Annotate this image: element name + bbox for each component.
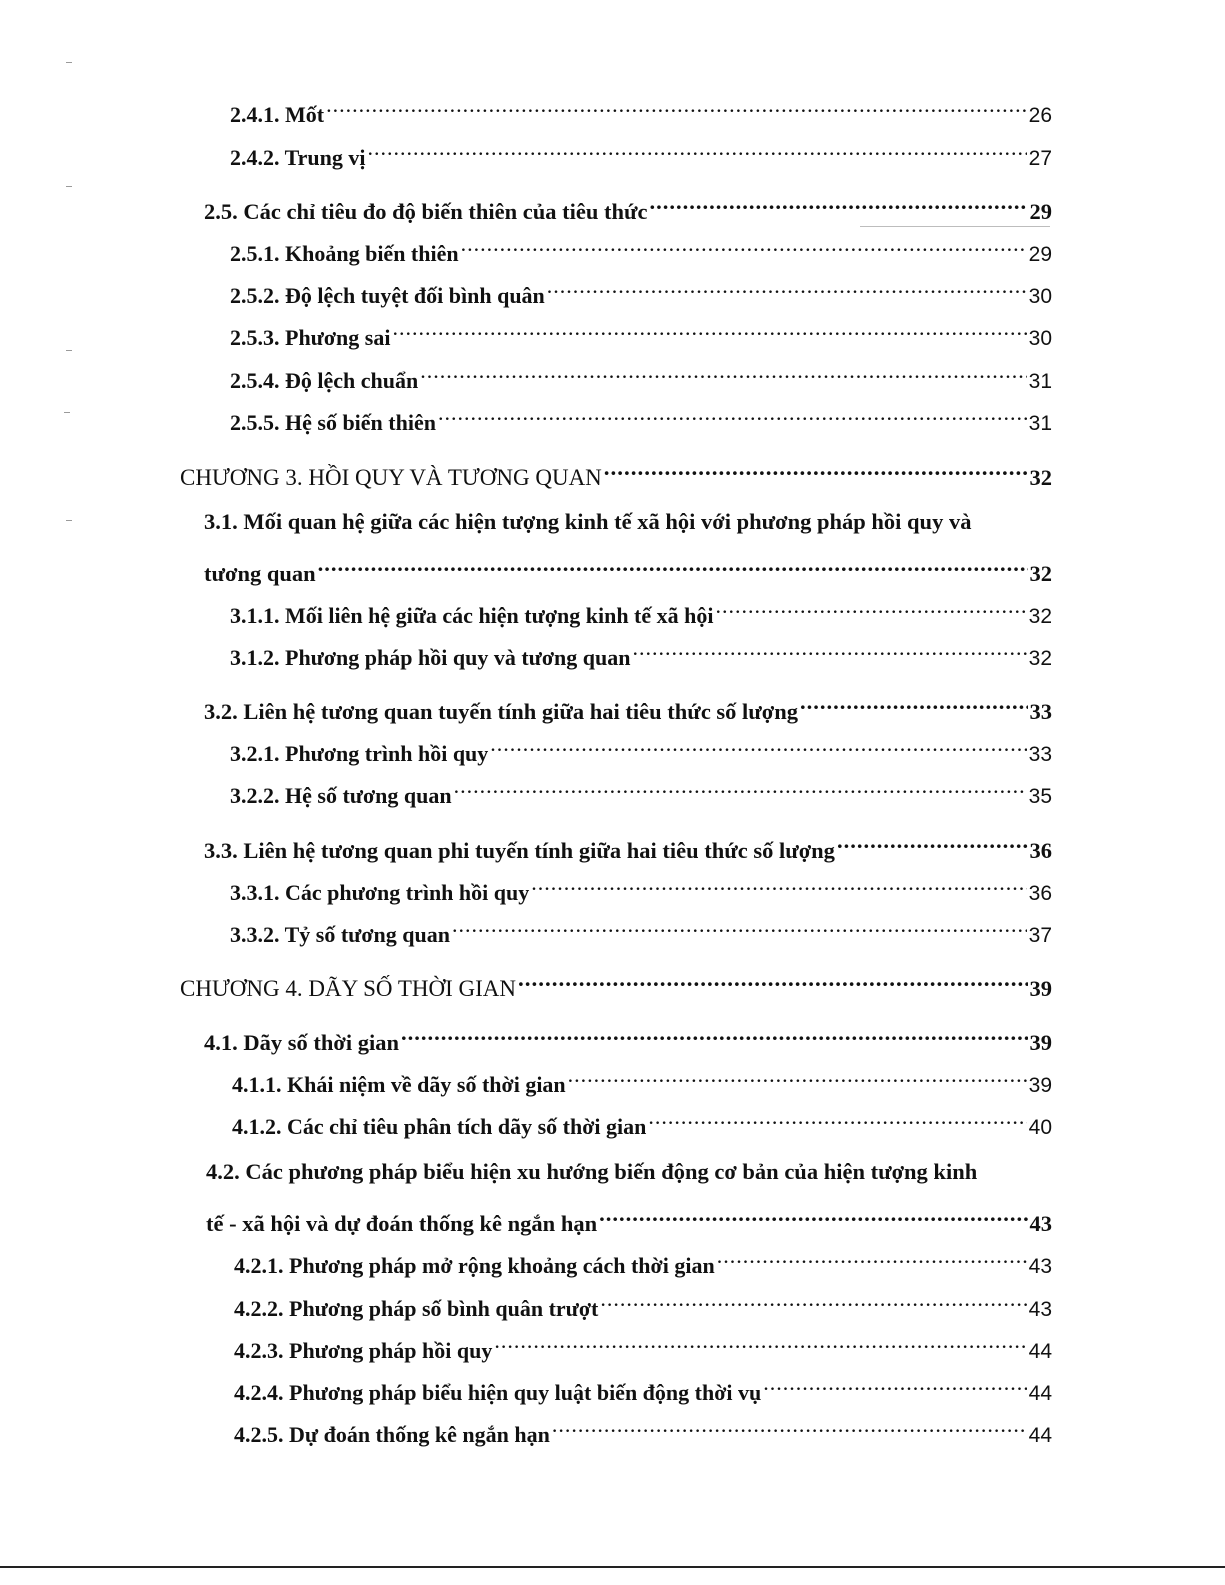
- toc-entry-title: CHƯƠNG 3. HỒI QUY VÀ TƯƠNG QUAN: [180, 465, 602, 490]
- toc-page-number: 29: [1028, 243, 1052, 266]
- toc-page-number: 43: [1029, 1211, 1052, 1236]
- toc-page-number: 44: [1028, 1340, 1052, 1363]
- toc-entry-title: 2.5.3. Phương sai: [230, 325, 391, 350]
- toc-entry-title: 4.1.1. Khái niệm về dãy số thời gian: [232, 1072, 566, 1097]
- toc-page-number: 35: [1028, 785, 1052, 808]
- toc-page-number: 43: [1028, 1298, 1052, 1321]
- toc-dot-leader: [717, 1239, 1027, 1273]
- toc-page-number: 39: [1029, 1030, 1052, 1055]
- toc-entry-title: 4.1.2. Các chỉ tiêu phân tích dãy số thời gian: [232, 1114, 647, 1139]
- toc-entry-2-5[interactable]: [204, 185, 1052, 224]
- toc-dot-leader: [552, 1408, 1027, 1442]
- toc-entry-3-2[interactable]: [204, 685, 1052, 724]
- scan-mark: [66, 520, 72, 521]
- toc-page-number: 43: [1028, 1255, 1052, 1278]
- toc-entry-4-2-4[interactable]: [234, 1366, 1052, 1405]
- toc-page-number: 37: [1028, 924, 1052, 947]
- toc-dot-leader: [490, 727, 1026, 761]
- toc-dot-leader: [599, 1197, 1027, 1231]
- toc-entry-2-5-1[interactable]: [230, 227, 1052, 266]
- toc-entry-title: 3.1.1. Mối liên hệ giữa các hiện tượng kinh tế xã hội: [230, 603, 714, 628]
- toc-dot-leader: [518, 962, 1027, 996]
- toc-entry-title: 2.5. Các chỉ tiêu đo độ biến thiên của tiêu thức: [204, 199, 648, 224]
- toc-entry-title: 4.1. Dãy số thời gian: [204, 1030, 399, 1055]
- toc-dot-leader: [837, 824, 1028, 858]
- toc-dot-leader: [318, 547, 1028, 581]
- toc-entry-title: 4.2.5. Dự đoán thống kê ngắn hạn: [234, 1422, 550, 1447]
- toc-entry-title: tế - xã hội và dự đoán thống kê ngắn hạn: [206, 1211, 598, 1236]
- toc-dot-leader: [452, 908, 1027, 942]
- toc-dot-leader: [368, 131, 1027, 165]
- toc-dot-leader: [531, 866, 1026, 900]
- toc-entry-4-2-line1[interactable]: 4.2. Các phương pháp biểu hiện xu hướng biến động cơ bản của hiện tượng kinh: [206, 1159, 978, 1184]
- toc-entry-title: 2.5.2. Độ lệch tuyệt đối bình quân: [230, 283, 545, 308]
- toc-dot-leader: [461, 227, 1027, 261]
- toc-entry-3-3-2[interactable]: [230, 908, 1052, 947]
- toc-entry-title: 4.2.1. Phương pháp mở rộng khoảng cách thời gian: [234, 1253, 715, 1278]
- toc-entry-title: 3.1.2. Phương pháp hồi quy và tương quan: [230, 645, 631, 670]
- toc-dot-leader: [401, 1016, 1028, 1050]
- toc-dot-leader: [420, 354, 1026, 388]
- toc-dot-leader: [604, 451, 1028, 485]
- toc-entry-2-5-2[interactable]: [230, 269, 1052, 308]
- toc-page-number: 26: [1028, 104, 1052, 127]
- toc-entry-3-3[interactable]: [204, 824, 1052, 863]
- toc-entry-4-2-3[interactable]: [234, 1324, 1052, 1363]
- toc-page-number: 30: [1028, 327, 1052, 350]
- toc-entry-2-5-5[interactable]: [230, 396, 1052, 435]
- toc-page-number: 27: [1028, 147, 1052, 170]
- toc-entry-4-2[interactable]: [206, 1197, 1052, 1236]
- toc-page-number: 36: [1029, 838, 1052, 863]
- toc-page-number: 33: [1029, 699, 1052, 724]
- toc-dot-leader: [392, 311, 1026, 345]
- scan-mark: [66, 186, 72, 187]
- toc-entry-title: 2.5.4. Độ lệch chuẩn: [230, 368, 419, 393]
- toc-entry-3-2-2[interactable]: [230, 769, 1052, 808]
- toc-page-number: 39: [1029, 976, 1052, 1001]
- toc-entry-title: 2.4.2. Trung vị: [230, 145, 366, 170]
- toc-page-number: 31: [1028, 370, 1052, 393]
- toc-dot-leader: [547, 269, 1027, 303]
- toc-dot-leader: [800, 685, 1027, 719]
- toc-dot-leader: [600, 1282, 1026, 1316]
- toc-entry-title: 4.2.2. Phương pháp số bình quân trượt: [234, 1296, 599, 1321]
- scan-mark: [64, 412, 70, 413]
- toc-entry-title: 3.2.2. Hệ số tương quan: [230, 783, 452, 808]
- toc-entry-3-1[interactable]: [204, 547, 1052, 586]
- toc-entry-2-5-4[interactable]: [230, 354, 1052, 393]
- toc-page-number: 32: [1028, 647, 1052, 670]
- toc-dot-leader: [454, 769, 1027, 803]
- toc-entry-2-4-2[interactable]: [230, 131, 1052, 170]
- toc-entry-title: 2.5.1. Khoảng biến thiên: [230, 241, 459, 266]
- toc-entry-title: 3.3. Liên hệ tương quan phi tuyến tính giữa hai tiêu thức số lượng: [204, 838, 835, 863]
- toc-dot-leader: [326, 88, 1027, 122]
- toc-entry-title: 3.2. Liên hệ tương quan tuyến tính giữa hai tiêu thức số lượng: [204, 699, 799, 724]
- scan-bottom-edge: [0, 1566, 1225, 1568]
- toc-page-number: 44: [1028, 1424, 1052, 1447]
- scan-mark: [66, 350, 72, 351]
- toc-entry-3-2-1[interactable]: [230, 727, 1052, 766]
- toc-page-number: 44: [1028, 1382, 1052, 1405]
- toc-page-number: 29: [1029, 199, 1052, 224]
- toc-entry-4-1-1[interactable]: [232, 1058, 1052, 1097]
- toc-entry-4-1[interactable]: [204, 1016, 1052, 1055]
- toc-page-number: 30: [1028, 285, 1052, 308]
- toc-entry-title: 3.3.2. Tỷ số tương quan: [230, 922, 450, 947]
- toc-dot-leader: [568, 1058, 1027, 1092]
- toc-entry-title: 3.2.1. Phương trình hồi quy: [230, 741, 489, 766]
- toc-entry-2-4-1[interactable]: [230, 88, 1052, 127]
- toc-dot-leader: [716, 589, 1027, 623]
- toc-entry-3-3-1[interactable]: [230, 866, 1052, 905]
- toc-page-number: 32: [1029, 465, 1052, 490]
- toc-page-number: 31: [1028, 412, 1052, 435]
- toc-entry-title: 4.2.3. Phương pháp hồi quy: [234, 1338, 493, 1363]
- toc-dot-leader: [650, 185, 1028, 219]
- toc-entry-title: 2.4.1. Mốt: [230, 102, 325, 127]
- toc-entry-title: 2.5.5. Hệ số biến thiên: [230, 410, 436, 435]
- toc-page-number: 33: [1028, 743, 1052, 766]
- toc-entry-4-2-1[interactable]: [234, 1239, 1052, 1278]
- toc-entry-3-1-1[interactable]: [230, 589, 1052, 628]
- toc-page-number: 39: [1028, 1074, 1052, 1097]
- toc-entry-4-1-2[interactable]: [232, 1100, 1052, 1139]
- toc-page-number: 32: [1029, 561, 1052, 586]
- toc-entry-4-2-5[interactable]: [234, 1408, 1052, 1447]
- toc-entry-title: CHƯƠNG 4. DÃY SỐ THỜI GIAN: [180, 976, 517, 1001]
- toc-dot-leader: [632, 631, 1026, 665]
- toc-entry-3-1-line1[interactable]: 3.1. Mối quan hệ giữa các hiện tượng kinh tế xã hội với phương pháp hồi quy và: [204, 509, 972, 534]
- toc-entry-title: 4.2.4. Phương pháp biểu hiện quy luật biến động thời vụ: [234, 1380, 762, 1405]
- scan-mark: [66, 62, 72, 63]
- toc-page-number: 36: [1028, 882, 1052, 905]
- toc-chapter-3[interactable]: [180, 451, 1052, 490]
- toc-entry-2-5-3[interactable]: [230, 311, 1052, 350]
- toc-page-number: 32: [1028, 605, 1052, 628]
- toc-entry-4-2-2[interactable]: [234, 1282, 1052, 1321]
- toc-page-number: 40: [1028, 1116, 1052, 1139]
- toc-dot-leader: [763, 1366, 1026, 1400]
- toc-dot-leader: [494, 1324, 1026, 1358]
- toc-dot-leader: [438, 396, 1027, 430]
- toc-entry-title: tương quan: [204, 561, 316, 586]
- toc-entry-3-1-2[interactable]: [230, 631, 1052, 670]
- toc-dot-leader: [648, 1100, 1026, 1134]
- toc-chapter-4[interactable]: [180, 962, 1052, 1001]
- toc-entry-title: 3.3.1. Các phương trình hồi quy: [230, 880, 530, 905]
